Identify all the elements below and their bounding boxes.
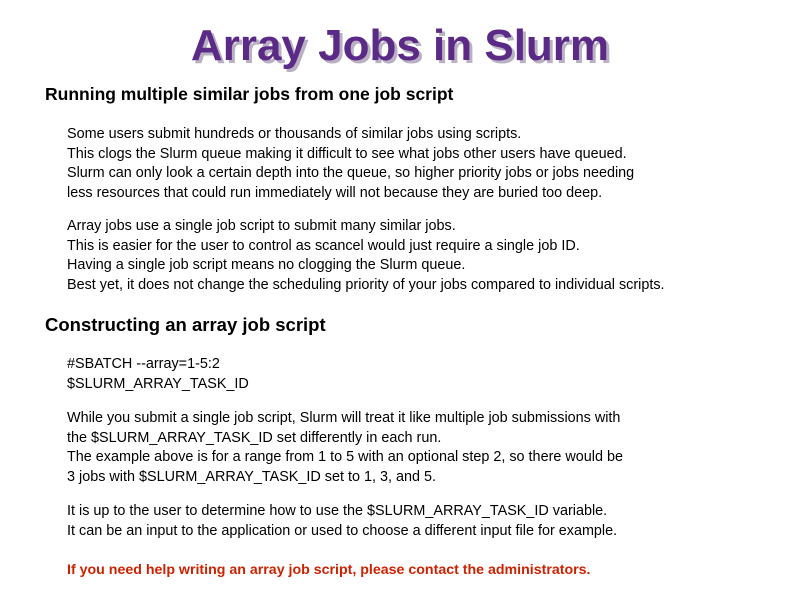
text-line: the $SLURM_ARRAY_TASK_ID set differently in each run. — [67, 429, 442, 446]
paragraph-variable-usage — [67, 502, 617, 541]
paragraph-array-job-benefits — [67, 217, 665, 295]
text-line: It can be an input to the application or used to choose a different input file for example. — [67, 522, 618, 539]
slide-title: Array Jobs in Slurm — [190, 21, 610, 70]
text-line: 3 jobs with $SLURM_ARRAY_TASK_ID set to 1, 3, and 5. — [67, 468, 436, 485]
section-heading-running-multiple-jobs: Running multiple similar jobs from one job script — [45, 84, 454, 104]
help-contact-note: If you need help writing an array job script, please contact the administrators. — [67, 562, 591, 578]
text-line: Having a single job script means no clogging the Slurm queue. — [67, 257, 466, 274]
text-line: Some users submit hundreds or thousands of similar jobs using scripts. — [67, 126, 522, 142]
paragraph-how-it-works — [67, 409, 623, 487]
text-line: While you submit a single job script, Slurm will treat it like multiple job submissions with — [67, 410, 621, 426]
text-line: Best yet, it does not change the scheduling priority of your jobs compared to individual scripts. — [67, 276, 665, 293]
text-line: It is up to the user to determine how to use the $SLURM_ARRAY_TASK_ID variable. — [67, 503, 608, 519]
paragraph-problem-description — [67, 125, 634, 203]
text-line: This clogs the Slurm queue making it difficult to see what jobs other users have queued. — [67, 145, 627, 162]
text-line: Slurm can only look a certain depth into the queue, so higher priority jobs or jobs needing — [67, 165, 635, 182]
code-line-sbatch-directive: #SBATCH --array=1-5:2 — [67, 356, 220, 372]
section-heading-constructing-script: Constructing an array job script — [45, 314, 326, 335]
text-line: less resources that could run immediately will not because they are buried too deep. — [67, 184, 603, 201]
text-line: Array jobs use a single job script to submit many similar jobs. — [67, 218, 456, 234]
text-line: This is easier for the user to control as scancel would just require a single job ID. — [67, 237, 580, 254]
code-line-task-id-variable: $SLURM_ARRAY_TASK_ID — [67, 375, 249, 392]
text-line: The example above is for a range from 1 to 5 with an optional step 2, so there would be — [67, 449, 623, 466]
code-example — [67, 355, 249, 394]
